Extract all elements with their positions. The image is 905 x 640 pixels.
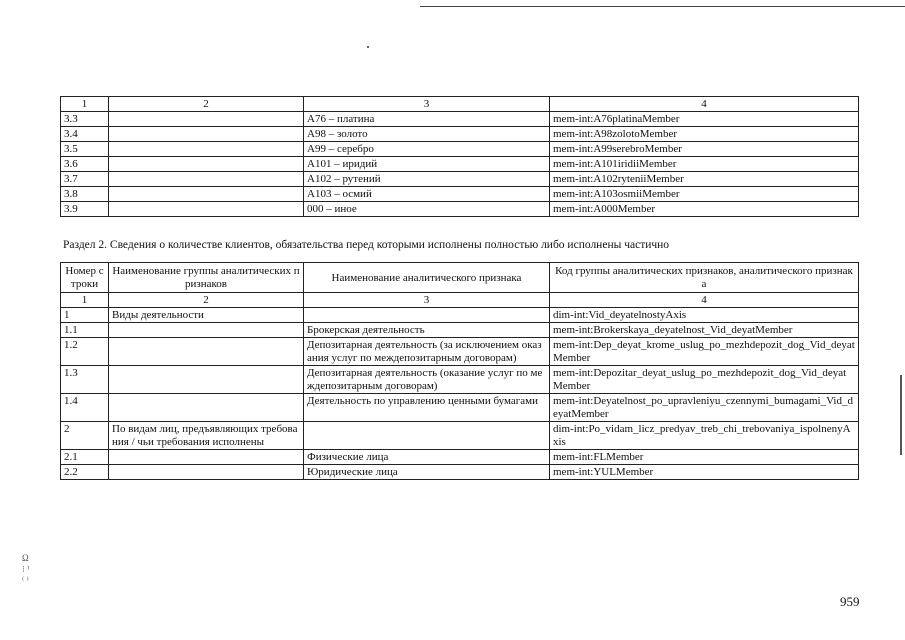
code: mem-int:Brokerskaya_deyatelnost_Vid_deyatMember: [550, 323, 859, 338]
table-row: [61, 465, 859, 480]
col-number-3: 3: [304, 97, 550, 112]
header-row: [61, 263, 859, 293]
code: mem-int:A101iridiiMember: [550, 157, 859, 172]
section-2-title: Раздел 2. Сведения о количестве клиентов, обязательства перед которыми исполнены полностью либо исполнены частично: [63, 239, 670, 251]
group-name: [109, 187, 304, 202]
feature-name: Брокерская деятельность: [304, 323, 550, 338]
group-name: [109, 112, 304, 127]
margin-mark: ⁝ ⁾: [22, 564, 30, 574]
group-name: [109, 142, 304, 157]
row-number: 3.9: [61, 202, 109, 217]
col-number-4: 4: [550, 97, 859, 112]
feature-name: Депозитарная деятельность (за исключением оказания услуг по междепозитарным договорам): [304, 338, 550, 366]
code: mem-int:Depozitar_deyat_uslug_po_mezhdepozit_dog_Vid_deyatMember: [550, 366, 859, 394]
feature-name: [304, 308, 550, 323]
table-row: [61, 187, 859, 202]
col-number-3: 3: [304, 293, 550, 308]
table-row: [61, 422, 859, 450]
feature-name: А102 – рутений: [304, 172, 550, 187]
margin-marks: [22, 553, 29, 586]
row-number: 2.2: [61, 465, 109, 480]
group-name: По видам лиц, предъявляющих требования / чьи требования исполнены: [109, 422, 304, 450]
header-code: Код группы аналитических признаков, аналитического признака: [550, 263, 859, 293]
table-row: [61, 112, 859, 127]
row-number: 1.4: [61, 394, 109, 422]
feature-name: А103 – осмий: [304, 187, 550, 202]
code: mem-int:A102ryteniiMember: [550, 172, 859, 187]
group-name: [109, 366, 304, 394]
top-rule: [420, 6, 905, 7]
header-row-number: Номер строки: [61, 263, 109, 293]
col-number-4: 4: [550, 293, 859, 308]
binding-edge-rule: [900, 375, 902, 455]
table-row: [61, 157, 859, 172]
table-row: [61, 323, 859, 338]
row-number: 2.1: [61, 450, 109, 465]
group-name: [109, 394, 304, 422]
scan-speck: [367, 46, 369, 48]
group-name: [109, 338, 304, 366]
row-number: 1: [61, 308, 109, 323]
row-number: 2: [61, 422, 109, 450]
code: mem-int:A103osmiiMember: [550, 187, 859, 202]
code: mem-int:YULMember: [550, 465, 859, 480]
code: dim-int:Vid_deyatelnostyAxis: [550, 308, 859, 323]
code: mem-int:A76platinaMember: [550, 112, 859, 127]
group-name: Виды деятельности: [109, 308, 304, 323]
table-row: [61, 172, 859, 187]
col-number-2: 2: [109, 293, 304, 308]
feature-name: 000 – иное: [304, 202, 550, 217]
row-number: 3.5: [61, 142, 109, 157]
margin-mark: Ω: [22, 553, 29, 563]
feature-name: А76 – платина: [304, 112, 550, 127]
col-number-1: 1: [61, 97, 109, 112]
row-number: 3.6: [61, 157, 109, 172]
code: mem-int:A99serebroMember: [550, 142, 859, 157]
column-number-row: [61, 97, 859, 112]
row-number: 3.4: [61, 127, 109, 142]
col-number-1: 1: [61, 293, 109, 308]
feature-name: А98 – золото: [304, 127, 550, 142]
table-row: [61, 127, 859, 142]
code: mem-int:Dep_deyat_krome_uslug_po_mezhdepozit_dog_Vid_deyatMember: [550, 338, 859, 366]
group-name: [109, 172, 304, 187]
row-number: 1.3: [61, 366, 109, 394]
table-row: [61, 394, 859, 422]
code: mem-int:FLMember: [550, 450, 859, 465]
page-number: 959: [840, 594, 860, 609]
row-number: 1.2: [61, 338, 109, 366]
feature-name: Физические лица: [304, 450, 550, 465]
table-row: [61, 366, 859, 394]
code: mem-int:A98zolotoMember: [550, 127, 859, 142]
header-feature-name: Наименование аналитического признака: [304, 263, 550, 293]
row-number: 1.1: [61, 323, 109, 338]
header-group-name: Наименование группы аналитических признаков: [109, 263, 304, 293]
col-number-2: 2: [109, 97, 304, 112]
row-number: 3.7: [61, 172, 109, 187]
feature-name: Юридические лица: [304, 465, 550, 480]
row-number: 3.3: [61, 112, 109, 127]
row-number: 3.8: [61, 187, 109, 202]
group-name: [109, 450, 304, 465]
feature-name: Депозитарная деятельность (оказание услуг по междепозитарным договорам): [304, 366, 550, 394]
table-continuation: [60, 96, 859, 217]
table-row: [61, 308, 859, 323]
feature-name: [304, 422, 550, 450]
margin-mark: ⁽ ⁾: [22, 575, 29, 585]
code: dim-int:Po_vidam_licz_predyav_treb_chi_trebovaniya_ispolnenyAxis: [550, 422, 859, 450]
group-name: [109, 157, 304, 172]
table-row: [61, 142, 859, 157]
group-name: [109, 127, 304, 142]
feature-name: Деятельность по управлению ценными бумагами: [304, 394, 550, 422]
table-row: [61, 450, 859, 465]
table-row: [61, 202, 859, 217]
group-name: [109, 465, 304, 480]
group-name: [109, 323, 304, 338]
feature-name: А101 – иридий: [304, 157, 550, 172]
table-section-2: [60, 262, 859, 480]
code: mem-int:Deyatelnost_po_upravleniyu_czennymi_bumagami_Vid_deyatMember: [550, 394, 859, 422]
group-name: [109, 202, 304, 217]
code: mem-int:A000Member: [550, 202, 859, 217]
column-number-row: [61, 293, 859, 308]
table-row: [61, 338, 859, 366]
feature-name: А99 – серебро: [304, 142, 550, 157]
